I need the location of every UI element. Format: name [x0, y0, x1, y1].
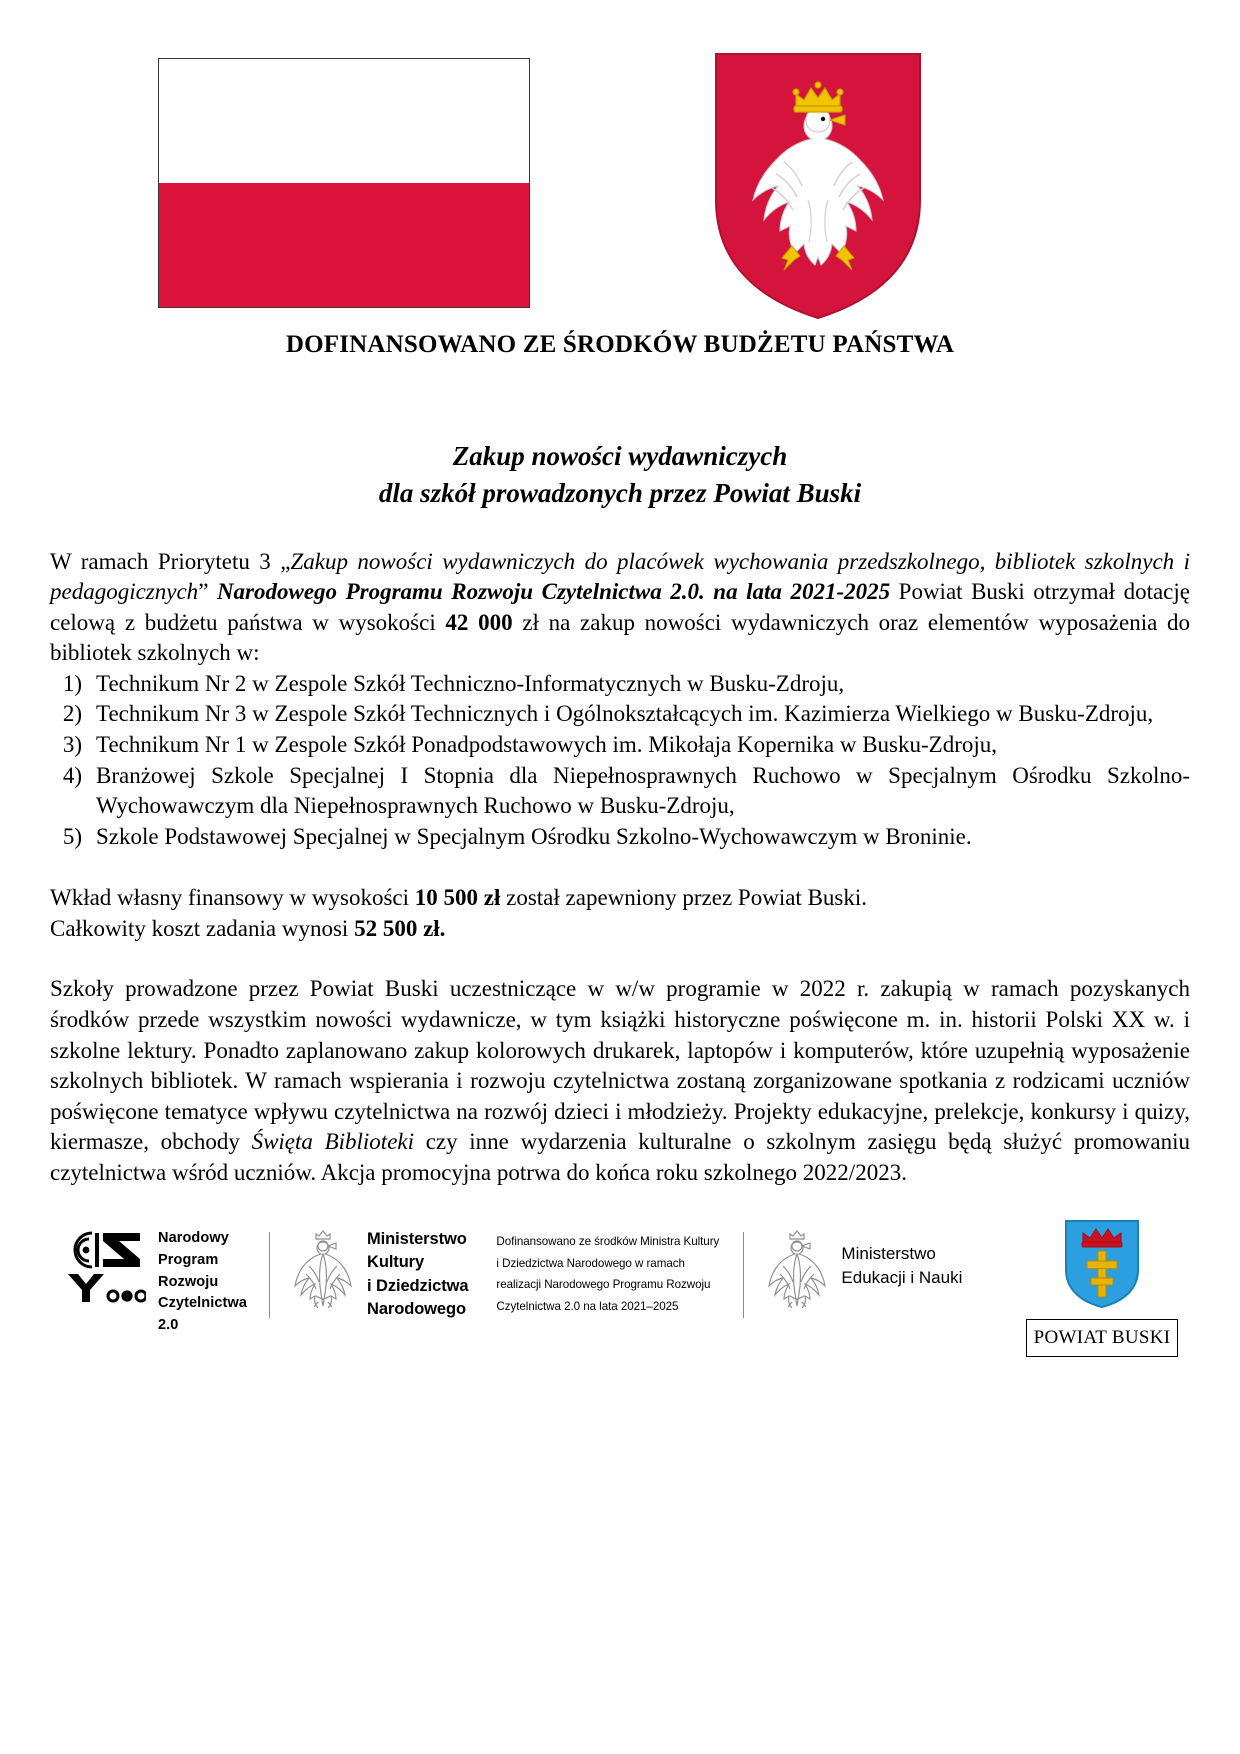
- nprcz-wordmark: [158, 1228, 247, 1337]
- divider: [743, 1232, 744, 1318]
- intro-paragraph: [50, 547, 1190, 669]
- eagle-emblem-icon: [292, 1228, 354, 1308]
- nprcz-line-1: Narodowy: [158, 1230, 229, 1246]
- closing-text-3: czy inne wydarzenia kulturalne o szkolnym zasięgu będą służyć promowaniu czytelnictwa wśród uczniów. Akcja promocyjna potrwa do końca roku szkolnego 2022/2023.: [50, 1129, 1190, 1185]
- grant-amount: 42 000: [445, 609, 513, 635]
- ministry-culture-wordmark: [367, 1228, 468, 1322]
- list-item-label: Szkole Podstawowej Specjalnej w Specjalnym Ośrodku Szkolno-Wychowawczym w Broninie.: [96, 823, 972, 849]
- intro-text-1: W ramach Priorytetu 3 „: [50, 548, 291, 574]
- list-item-number: 5): [62, 823, 82, 849]
- funding-disclaimer: [496, 1228, 721, 1317]
- total-cost-line: [50, 913, 1190, 944]
- divider: [269, 1232, 270, 1318]
- subtitle-line-1: Zakup nowości wydawniczych: [452, 441, 788, 471]
- powiat-buski-coat-of-arms-icon: [1063, 1218, 1141, 1310]
- nprcz-line-4: Czytelnictwa: [158, 1295, 248, 1312]
- own-contribution-prefix: Wkład własny finansowy w wysokości: [50, 885, 415, 911]
- nprcz-mark-icon: [62, 1228, 146, 1306]
- intro-text-6: zł na zakup nowości wydawniczych oraz elementów wyposażenia do bibliotek szkolnych w:: [50, 609, 1191, 666]
- list-item: [50, 822, 1190, 853]
- powiat-buski-badge: [1026, 1218, 1178, 1357]
- ministry-culture-logo: [292, 1228, 468, 1322]
- own-contribution-amount: 10 500 zł: [414, 885, 501, 911]
- document-body: [0, 547, 1240, 1189]
- nprcz-line-5: 2.0: [158, 1317, 179, 1333]
- mk-line-4: Narodowego: [367, 1300, 466, 1319]
- nprcz-logo: [62, 1228, 247, 1337]
- closing-text-1: Szkoły prowadzone przez Powiat Buski uczestniczące w w/w programie w 2022 r. zakupią w ramach pozyskanych środków przede wszystkim nowości wydawnicze, w tym książki historyczne poświęcone m. in. historii Polski XX w. i szkolne lektury. Ponadto zaplanowano zakup kolorowych drukarek, laptopów i komputerów, które uzupełnią wyposażenie szkolnych bibliotek. W ramach wspierania i rozwoju czytelnictwa zostaną zorganizowane spotkania z rodzicami uczniów poświęcone tematyce wpływu czytelnictwa na rozwój dzieci i młodzieży. Projekty edukacyjne, prelekcje, konkursy i quizy, kiermasze, obchody: [50, 976, 1190, 1155]
- mk-line-3: i Dziedzictwa: [367, 1276, 469, 1295]
- men-line-2: Edukacji i Nauki: [841, 1268, 963, 1288]
- eagle-emblem-icon: [766, 1228, 828, 1308]
- ministry-education-logo: [766, 1228, 962, 1308]
- nprcz-line-2: Program: [158, 1251, 219, 1268]
- list-item-number: 1): [62, 670, 82, 696]
- mk-line-2: Kultury: [367, 1253, 425, 1272]
- intro-priority-title: Zakup nowości wydawniczych do placówek wychowania przedszkolnego, bibliotek szkolnych i pedagogicznych: [50, 548, 1190, 605]
- page-title: DOFINANSOWANO ZE ŚRODKÓW BUDŻETU PAŃSTWA: [285, 331, 955, 358]
- polish-flag-icon: [158, 58, 530, 308]
- flag-red-band: [159, 183, 529, 307]
- spacer: [50, 852, 1190, 882]
- ministry-education-wordmark: [841, 1228, 962, 1290]
- closing-event-name: Święta Biblioteki: [251, 1129, 414, 1155]
- schools-list: [50, 669, 1190, 852]
- list-item: [50, 669, 1190, 700]
- disclaimer-line-2: i Dziedzictwa Narodowego w ramach: [496, 1256, 685, 1270]
- mk-line-1: Ministerstwo: [367, 1230, 467, 1248]
- document-subtitle: [0, 438, 1240, 513]
- list-item-number: 2): [62, 701, 82, 727]
- list-item-number: 4): [62, 762, 82, 788]
- list-item: [50, 761, 1190, 822]
- nprcz-line-3: Rozwoju: [158, 1273, 219, 1290]
- disclaimer-line-3: realizacji Narodowego Programu Rozwoju: [496, 1278, 711, 1292]
- disclaimer-line-1: Dofinansowano ze środków Ministra Kultury: [496, 1235, 720, 1248]
- intro-program-name: Narodowego Programu Rozwoju Czytelnictwa 2.0. na lata 2021-2025: [216, 579, 891, 605]
- list-item-label: Technikum Nr 1 w Zespole Szkół Ponadpodstawowych im. Mikołaja Kopernika w Busku-Zdroju,: [96, 731, 997, 757]
- total-cost-prefix: Całkowity koszt zadania wynosi: [50, 916, 355, 942]
- emblem-row: [0, 0, 1240, 330]
- closing-paragraph: [50, 974, 1190, 1188]
- intro-text-5: Powiat Buski otrzymał dotację celową z budżetu państwa w wysokości: [50, 579, 1190, 635]
- flag-white-band: [159, 59, 529, 183]
- intro-text-3: ”: [198, 579, 217, 605]
- list-item-label: Technikum Nr 3 w Zespole Szkół Technicznych i Ogólnokształcących im. Kazimierza Wielkiego w Busku-Zdroju,: [96, 701, 1154, 727]
- own-contribution-suffix: został zapewniony przez Powiat Buski.: [500, 885, 868, 911]
- list-item: [50, 699, 1190, 730]
- men-line-1: Ministerstwo: [841, 1244, 936, 1263]
- total-cost-amount: 52 500 zł.: [354, 916, 446, 942]
- subtitle-line-2: dla szkół prowadzonych przez Powiat Buski: [378, 478, 862, 509]
- polish-coat-of-arms-icon: [712, 50, 924, 322]
- spacer: [50, 944, 1190, 974]
- list-item-label: Technikum Nr 2 w Zespole Szkół Techniczno-Informatycznych w Busku-Zdroju,: [96, 670, 845, 696]
- list-item-number: 3): [62, 731, 82, 757]
- list-item-label: Branżowej Szkole Specjalnej I Stopnia dla Niepełnosprawnych Ruchowo w Specjalnym Ośrodku Szkolno-Wychowawczym dla Niepełnosprawnych Ruchowo w Busku-Zdroju,: [96, 762, 1190, 819]
- disclaimer-line-4: Czytelnictwa 2.0 na lata 2021–2025: [496, 1299, 679, 1313]
- powiat-buski-label: POWIAT BUSKI: [1026, 1319, 1178, 1357]
- list-item: [50, 730, 1190, 761]
- own-contribution-line: [50, 882, 1190, 913]
